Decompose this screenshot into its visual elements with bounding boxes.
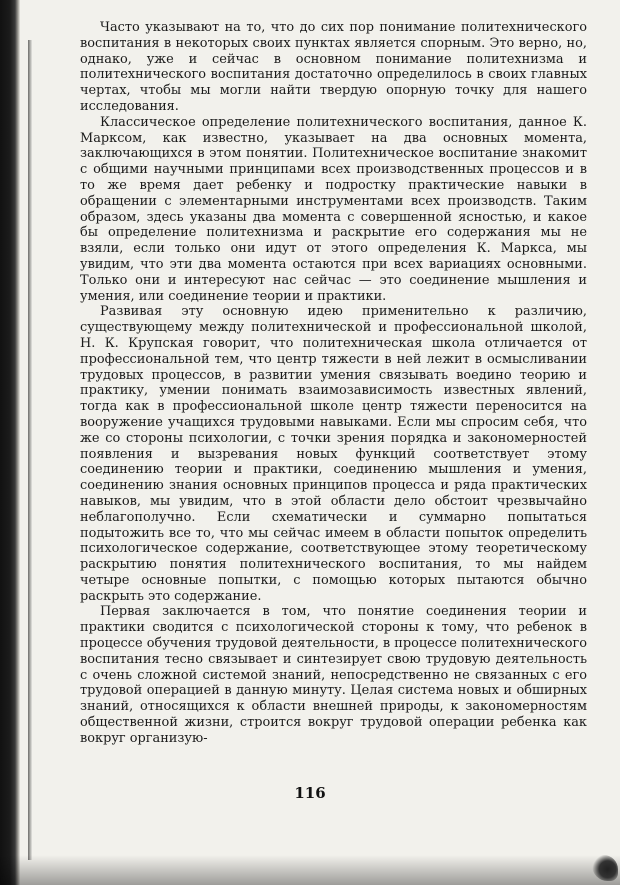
paragraph-1: Часто указывают на то, что до сих пор понимание политехнического воспитания в некоторых своих пунктах является спорным. Это верно, но, однако, уже и сейчас в основном понимание политехнизма и политехнического воспитания достаточно определилось в своих главных чертах, чтобы мы могли найти твердую опорную точку для нашего исследования. [80, 20, 587, 114]
paragraph-3: Развивая эту основную идею применительно к различию, существующему между политехнической и профессиональной школой, Н. К. Крупская говорит, что политехническая школа отличается от профессиональной тем, что центр тяжести в ней лежит в осмысливании трудовых процессов, в развитии умения связывать воедино теорию и практику, умении понимать взаимозависимость известных явлений, тогда как в профессиональной школе центр тяжести переносится на вооружение учащихся трудовыми навыками. Если мы спросим себя, что же со стороны психологии, с точки зрения порядка и закономерностей появления и вызревания новых функций соответствует этому соединению теории и практики, соединению мышления и умения, соединению знания основных принципов процесса и ряда практических навыков, мы увидим, что в этой области дело обстоит чрезвычайно неблагополучно. Если схематически и суммарно попытаться подытожить все то, что мы сейчас имеем в области попыток определить психологическое содержание, соответствующее этому теоретическому раскрытию понятия политехнического воспитания, то мы найдем четыре основные попытки, с помощью которых пытаются обычно раскрыть это содержание. [80, 304, 587, 604]
page-edge-line [28, 40, 32, 860]
page-number: 116 [294, 784, 326, 802]
paragraph-4: Первая заключается в том, что понятие соединения теории и практики сводится с психологической стороны к тому, что ребенок в процессе обучения трудовой деятельности, в процессе политехнического воспитания тесно связывает и синтезирует свою трудовую деятельность с очень сложной системой знаний, непосредственно не связанных с его трудовой операцией в данную минуту. Целая система новых и обширных знаний, относящихся к области внешней природы, к закономерностям общественной жизни, строится вокруг трудовой операции ребенка как вокруг организую- [80, 604, 587, 746]
paragraph-2: Классическое определение политехнического воспитания, данное К. Марксом, как известно, указывает на два основных момента, заключающихся в этом понятии. Политехническое воспитание знакомит с общими научными принципами всех производственных процессов и в то же время дает ребенку и подростку практические навыки в обращении с элементарными инструментами всех производств. Таким образом, здесь указаны два момента с совершенной ясностью, и какое бы определение политехнизма и раскрытие его содержания мы не взяли, если только они идут от этого определения К. Маркса, мы увидим, что эти два момента остаются при всех вариациях основными. Только они и интересуют нас сейчас — это соединение мышления и умения, или соединение теории и практики. [80, 114, 587, 304]
book-spine-shadow [0, 0, 20, 885]
body-text [80, 20, 587, 747]
bottom-edge-shadow [0, 855, 620, 885]
